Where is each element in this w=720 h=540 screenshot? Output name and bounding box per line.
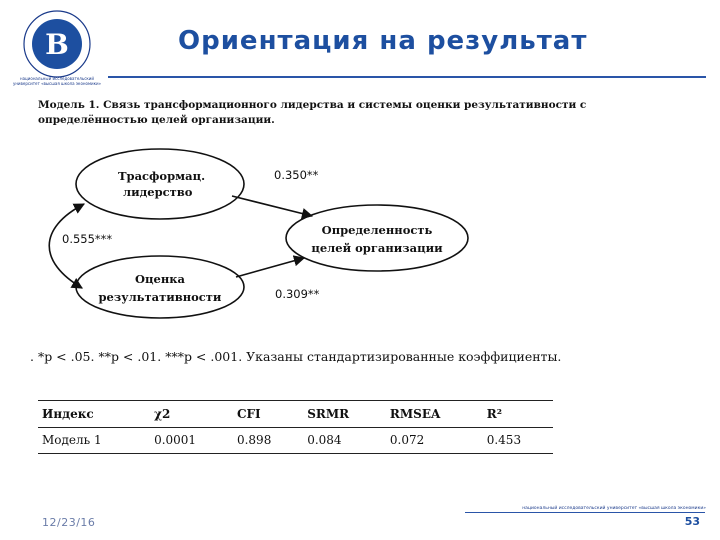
- coef-assessment-to-certainty: 0.309**: [275, 287, 320, 301]
- slide-date: 12/23/16: [42, 516, 96, 529]
- footer-rule: [465, 512, 705, 513]
- table-cell: 0.898: [233, 428, 303, 454]
- node-leadership: [76, 149, 244, 219]
- table-header-cell: R²: [483, 401, 553, 428]
- table-header-cell: Индекс: [38, 401, 150, 428]
- table-cell: Модель 1: [38, 428, 150, 454]
- node-assessment-label-2: результативности: [98, 290, 222, 304]
- footer-org-name: национальный исследовательский университет «высшая школа экономики»: [522, 506, 706, 511]
- node-certainty-label-2: целей организации: [311, 241, 443, 255]
- node-certainty-label-1: Определенность: [321, 223, 433, 237]
- table-cell: 0.072: [386, 428, 483, 454]
- coef-leadership-to-certainty: 0.350**: [274, 168, 319, 182]
- node-assessment-label-1: Оценка: [134, 272, 186, 286]
- model-caption: Модель 1. Связь трансформационного лидерства и системы оценки результативности с определённостью целей организации.: [38, 99, 587, 126]
- slide-title: Ориентация на результат: [178, 26, 588, 56]
- node-certainty: [286, 205, 468, 271]
- table-cell: 0.084: [303, 428, 386, 454]
- significance-note: . *p < .05. **p < .01. ***p < .001. Указаны стандартизированные коэффициенты.: [30, 349, 562, 364]
- table-row: [38, 428, 553, 454]
- node-leadership-label-2: лидерство: [123, 185, 193, 199]
- edge-correlation: [49, 204, 84, 288]
- page-number: 53: [684, 515, 700, 528]
- node-leadership-label-1: Трасформац.: [118, 169, 206, 183]
- table-header-cell: RMSEA: [386, 401, 483, 428]
- edge-leadership-to-certainty: [232, 196, 312, 216]
- table-header-cell: χ2: [150, 401, 233, 428]
- table-cell: 0.0001: [150, 428, 233, 454]
- edge-assessment-to-certainty: [236, 258, 304, 277]
- table-header-row: [38, 401, 553, 428]
- table-header-cell: SRMR: [303, 401, 386, 428]
- coef-correlation: 0.555***: [62, 232, 113, 246]
- table-header-cell: CFI: [233, 401, 303, 428]
- table-cell: 0.453: [483, 428, 553, 454]
- fit-indices-table: [38, 400, 553, 454]
- logo-letter: В: [45, 28, 69, 61]
- logo-caption: национальный исследовательский университет «высшая школа экономики»: [12, 76, 102, 86]
- node-assessment: [76, 256, 244, 318]
